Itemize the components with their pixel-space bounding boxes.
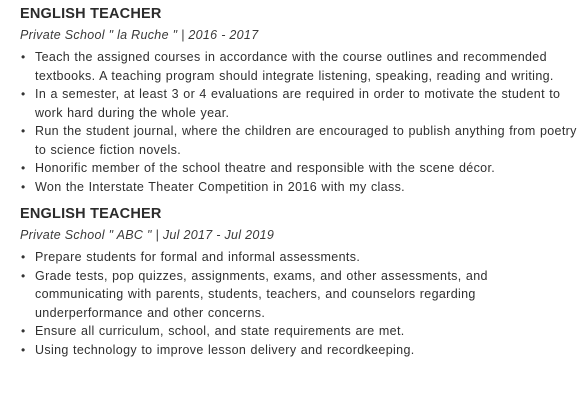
bullet-icon: • — [21, 50, 26, 64]
bullet-icon: • — [21, 87, 26, 101]
duty-item — [20, 48, 578, 85]
duty-text: Run the student journal, where the children are encouraged to publish anything from poetry to science fiction novels. — [35, 124, 577, 157]
bullet-icon: • — [21, 250, 26, 264]
duty-item — [20, 122, 578, 159]
job-entry — [20, 205, 578, 359]
duty-item — [20, 85, 578, 122]
duty-item — [20, 322, 578, 341]
bullet-icon: • — [21, 268, 26, 283]
duty-item — [20, 178, 578, 197]
duty-text: Teach the assigned courses in accordance with the course outlines and recommended textbooks. A teaching program should integrate listening, speaking, reading and writing. — [35, 50, 554, 83]
bullet-icon: • — [21, 124, 26, 138]
bullet-icon: • — [21, 342, 26, 357]
job-title: ENGLISH TEACHER — [20, 6, 162, 22]
bullet-icon: • — [21, 179, 26, 194]
duty-item — [20, 341, 578, 360]
duty-text: Prepare students for formal and informal assessments. — [35, 250, 361, 264]
duty-item — [20, 248, 578, 267]
duty-text: In a semester, at least 3 or 4 evaluations are required in order to motivate the student to work hard during the whole year. — [35, 87, 561, 120]
job-title: ENGLISH TEACHER — [20, 206, 162, 222]
bullet-icon: • — [21, 161, 26, 175]
bullet-icon: • — [21, 324, 26, 338]
duty-text: Using technology to improve lesson delivery and recordkeeping. — [35, 342, 415, 357]
duty-item — [20, 159, 578, 178]
job-entry — [20, 5, 578, 196]
duties-list — [20, 48, 578, 196]
duties-list — [20, 248, 578, 359]
duty-text: Grade tests, pop quizzes, assignments, exams, and other assessments, and communicating with parents, students, teachers, and counselors regarding underperformance and other concerns. — [35, 268, 488, 320]
duty-text: Honorific member of the school theatre and responsible with the scene décor. — [35, 161, 496, 175]
job-employer-dates: Private School " la Ruche " | 2016 - 2017 — [20, 28, 259, 42]
duty-text: Ensure all curriculum, school, and state requirements are met. — [35, 324, 405, 338]
duty-text: Won the Interstate Theater Competition in 2016 with my class. — [35, 179, 406, 194]
duty-item — [20, 267, 578, 323]
job-employer-dates: Private School " ABC " | Jul 2017 - Jul 2019 — [20, 228, 275, 242]
